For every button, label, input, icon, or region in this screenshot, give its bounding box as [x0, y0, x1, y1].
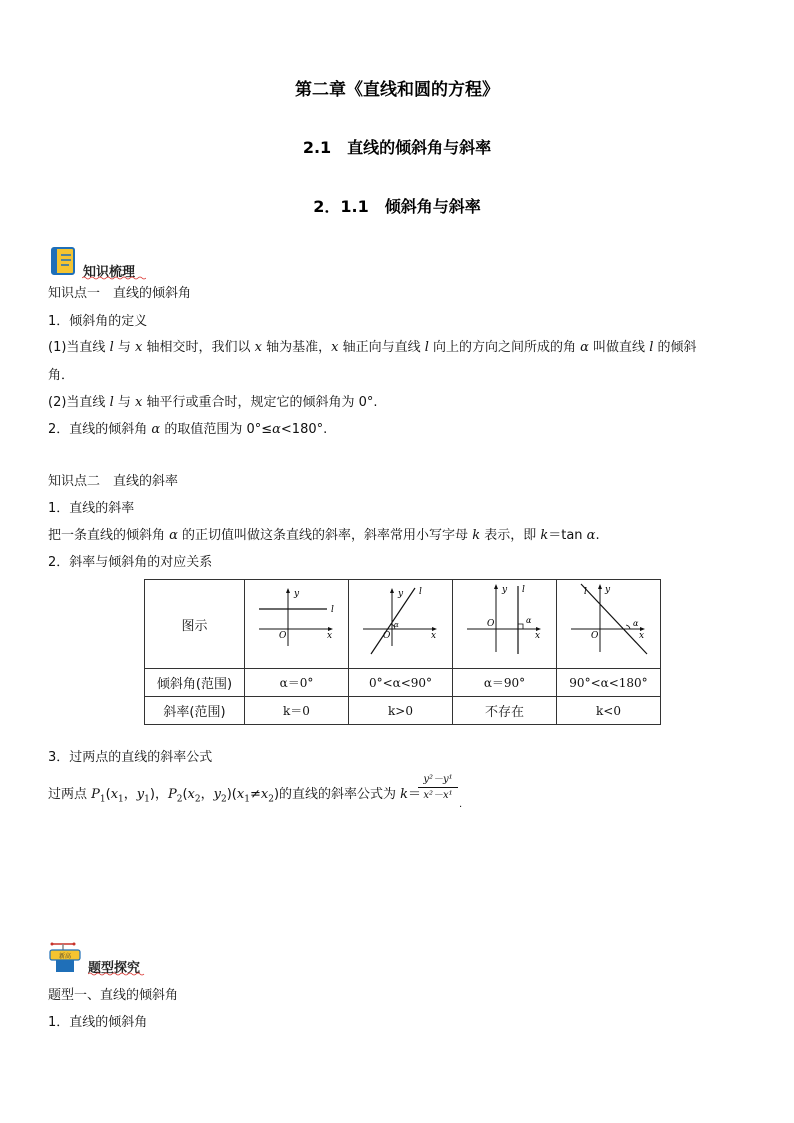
table-cell: α＝0° [245, 669, 349, 697]
table-cell: 不存在 [453, 697, 557, 725]
label-x: x [535, 631, 541, 641]
table-cell: k>0 [349, 697, 453, 725]
chapter-title: 第二章《直线和圆的方程》 [295, 80, 499, 100]
squiggle-underline [88, 972, 146, 976]
point2-item1: 1．直线的斜率 [48, 501, 135, 516]
formula-end: . [459, 799, 463, 810]
table-cell: 90°<α<180° [557, 669, 661, 697]
point1-item2: 2．直线的倾斜角 α 的取值范围为 0°≤α<180°. [48, 422, 328, 437]
label-origin: O [383, 631, 391, 641]
label-y: y [502, 585, 508, 595]
graph-negative [557, 580, 661, 669]
point2-slope-def: 把一条直线的倾斜角 α 的正切值叫做这条直线的斜率，斜率常用小写字母 k 表示，即 k＝tan α. [48, 528, 600, 543]
label-line: l [419, 587, 422, 597]
subsection-title: 2．1.1 倾斜角与斜率 [313, 197, 481, 216]
graph-positive [349, 580, 453, 669]
label-origin: O [279, 631, 287, 641]
table-cell: k<0 [557, 697, 661, 725]
point2-item2: 2．斜率与倾斜角的对应关系 [48, 555, 213, 570]
point1-heading: 知识点一 直线的倾斜角 [48, 286, 192, 301]
point1-def2: (2)当直线 l 与 x 轴平行或重合时，规定它的倾斜角为 0°. [48, 395, 378, 410]
table-cell: k＝0 [245, 697, 349, 725]
slope-fraction [418, 773, 458, 802]
table-row [145, 669, 661, 697]
label-y: y [398, 589, 404, 599]
label-alpha: α [526, 616, 532, 625]
label-y: y [605, 585, 611, 595]
graph-vertical [453, 580, 557, 669]
graph-horizontal [245, 580, 349, 669]
fraction-numerator: y²－y¹ [423, 774, 453, 785]
podium-icon [48, 940, 88, 974]
squiggle-underline [82, 276, 146, 280]
table-cell: α＝90° [453, 669, 557, 697]
label-origin: O [487, 619, 495, 629]
table-cell: 斜率(范围) [145, 697, 245, 725]
label-x: x [327, 631, 333, 641]
table-row [145, 580, 661, 669]
label-line: l [331, 605, 334, 615]
label-y: y [294, 589, 300, 599]
label-x: x [639, 631, 645, 641]
label-line: l [584, 587, 587, 597]
point2-heading: 知识点二 直线的斜率 [48, 474, 179, 489]
label-x: x [431, 631, 437, 641]
slope-formula: 过两点 $P_1(x_1$，$y_1$)，$P_2(x_2$，$y_2)(x_1\ne x_2)$的直线的斜率公式为 k＝ [48, 787, 422, 805]
label-alpha: α [394, 621, 399, 629]
notebook-icon [49, 246, 79, 276]
point1-def1-cont: 角． [48, 368, 75, 383]
practice-type1: 题型一、直线的倾斜角 [48, 988, 179, 1003]
practice-label: 题型探究 [88, 961, 141, 976]
label-line: l [522, 585, 525, 595]
practice-item1: 1．直线的倾斜角 [48, 1015, 148, 1030]
badge-text: 新高 [58, 953, 72, 960]
table-row [145, 697, 661, 725]
point1-def1: (1)当直线 l 与 x 轴相交时，我们以 x 轴为基准，x 轴正向与直线 l 向上的方向之间所成的角 α 叫做直线 l 的倾斜 [48, 340, 697, 355]
table-cell: 0°<α<90° [349, 669, 453, 697]
knowledge-label: 知识梳理 [83, 265, 136, 280]
label-origin: O [591, 631, 599, 641]
table-cell: 图示 [145, 580, 245, 669]
fraction-denominator: x²－x¹ [423, 790, 453, 801]
table-cell: 倾斜角(范围) [145, 669, 245, 697]
label-alpha: α [633, 619, 639, 628]
point2-item3: 3．过两点的直线的斜率公式 [48, 750, 213, 765]
slope-angle-table [144, 579, 661, 725]
section-title: 2.1 直线的倾斜角与斜率 [302, 138, 492, 157]
point1-item1: 1．倾斜角的定义 [48, 314, 148, 329]
